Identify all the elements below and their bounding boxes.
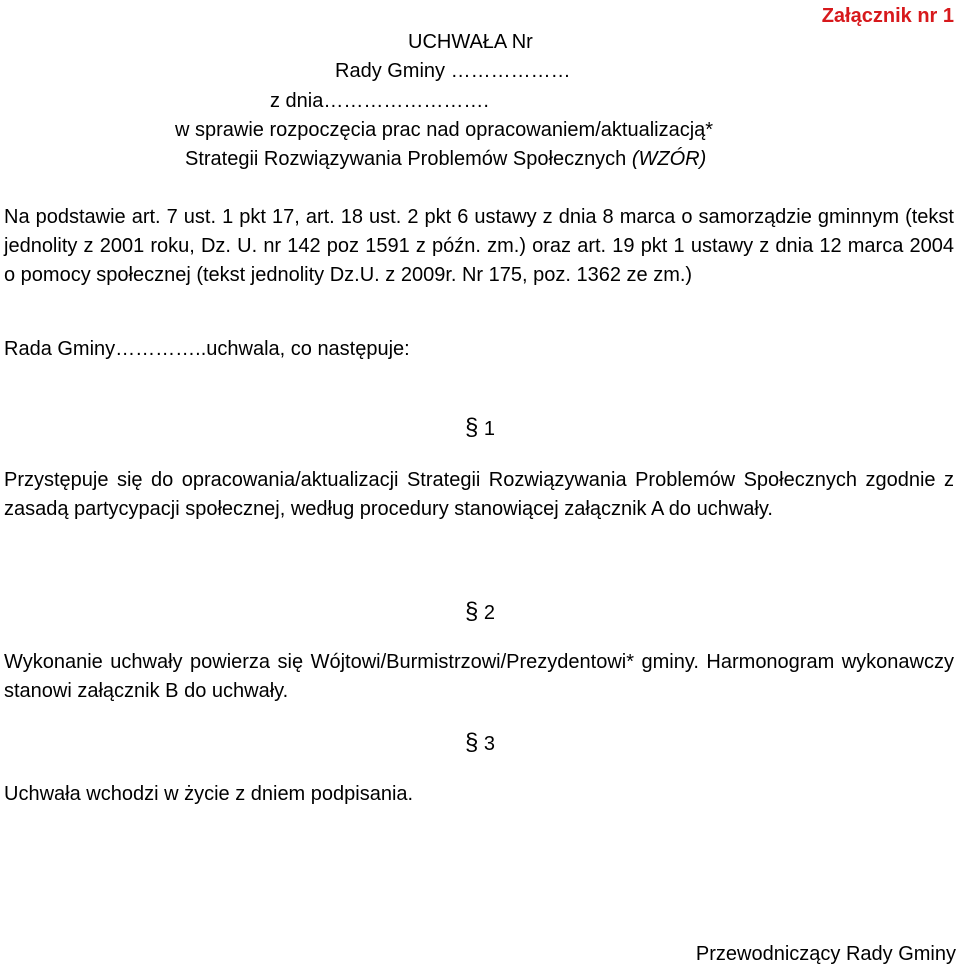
resolution-date: z dnia…………………….: [270, 90, 489, 112]
legal-basis: Na podstawie art. 7 ust. 1 pkt 17, art. 18 ust. 2 pkt 6 ustawy z dnia 8 marca o samorządzie gminnym (tekst jednolity z 2001 roku, Dz. U. nr 142 poz 1591 z późn. zm.) oraz art. 19 pkt 1 ustawy z dnia 12 marca 2004 o pomocy społecznej (tekst jednolity Dz.U. z 2009r. Nr 175, poz. 1362 ze zm.): [4, 206, 954, 286]
strategy-title: [185, 145, 706, 174]
resolution-intro: Rada Gminy…………..uchwala, co następuje:: [4, 338, 410, 360]
template-note: (WZÓR): [631, 148, 707, 170]
resolution-subject: w sprawie rozpoczęcia prac nad opracowaniem/aktualizacją*: [175, 119, 714, 141]
section-heading-2: [465, 597, 495, 628]
section-heading-1: [465, 413, 495, 444]
section-number: 2: [483, 602, 496, 624]
section-number: 1: [483, 418, 496, 440]
council-name: Rady Gminy ………………: [335, 60, 571, 82]
attachment-label: Załącznik nr 1: [821, 5, 954, 27]
section-mark: §: [465, 598, 479, 625]
section-heading-3: [465, 728, 495, 759]
section-mark: §: [465, 729, 479, 756]
section-2-text: Wykonanie uchwały powierza się Wójtowi/Burmistrzowi/Prezydentowi* gminy. Harmonogram wykonawczy stanowi załącznik B do uchwały.: [4, 651, 954, 702]
strategy-title-text: Strategii Rozwiązywania Problemów Społecznych: [185, 148, 632, 170]
signature-line: Przewodniczący Rady Gminy: [695, 943, 956, 965]
section-3-text: Uchwała wchodzi w życie z dniem podpisania.: [4, 783, 414, 805]
section-number: 3: [483, 733, 496, 755]
section-1-text: Przystępuje się do opracowania/aktualizacji Strategii Rozwiązywania Problemów Społecznych zgodnie z zasadą partycypacji społecznej, według procedury stanowiącej załącznik A do uchwały.: [4, 469, 954, 520]
resolution-number: UCHWAŁA Nr: [408, 31, 533, 53]
section-mark: §: [465, 414, 479, 441]
